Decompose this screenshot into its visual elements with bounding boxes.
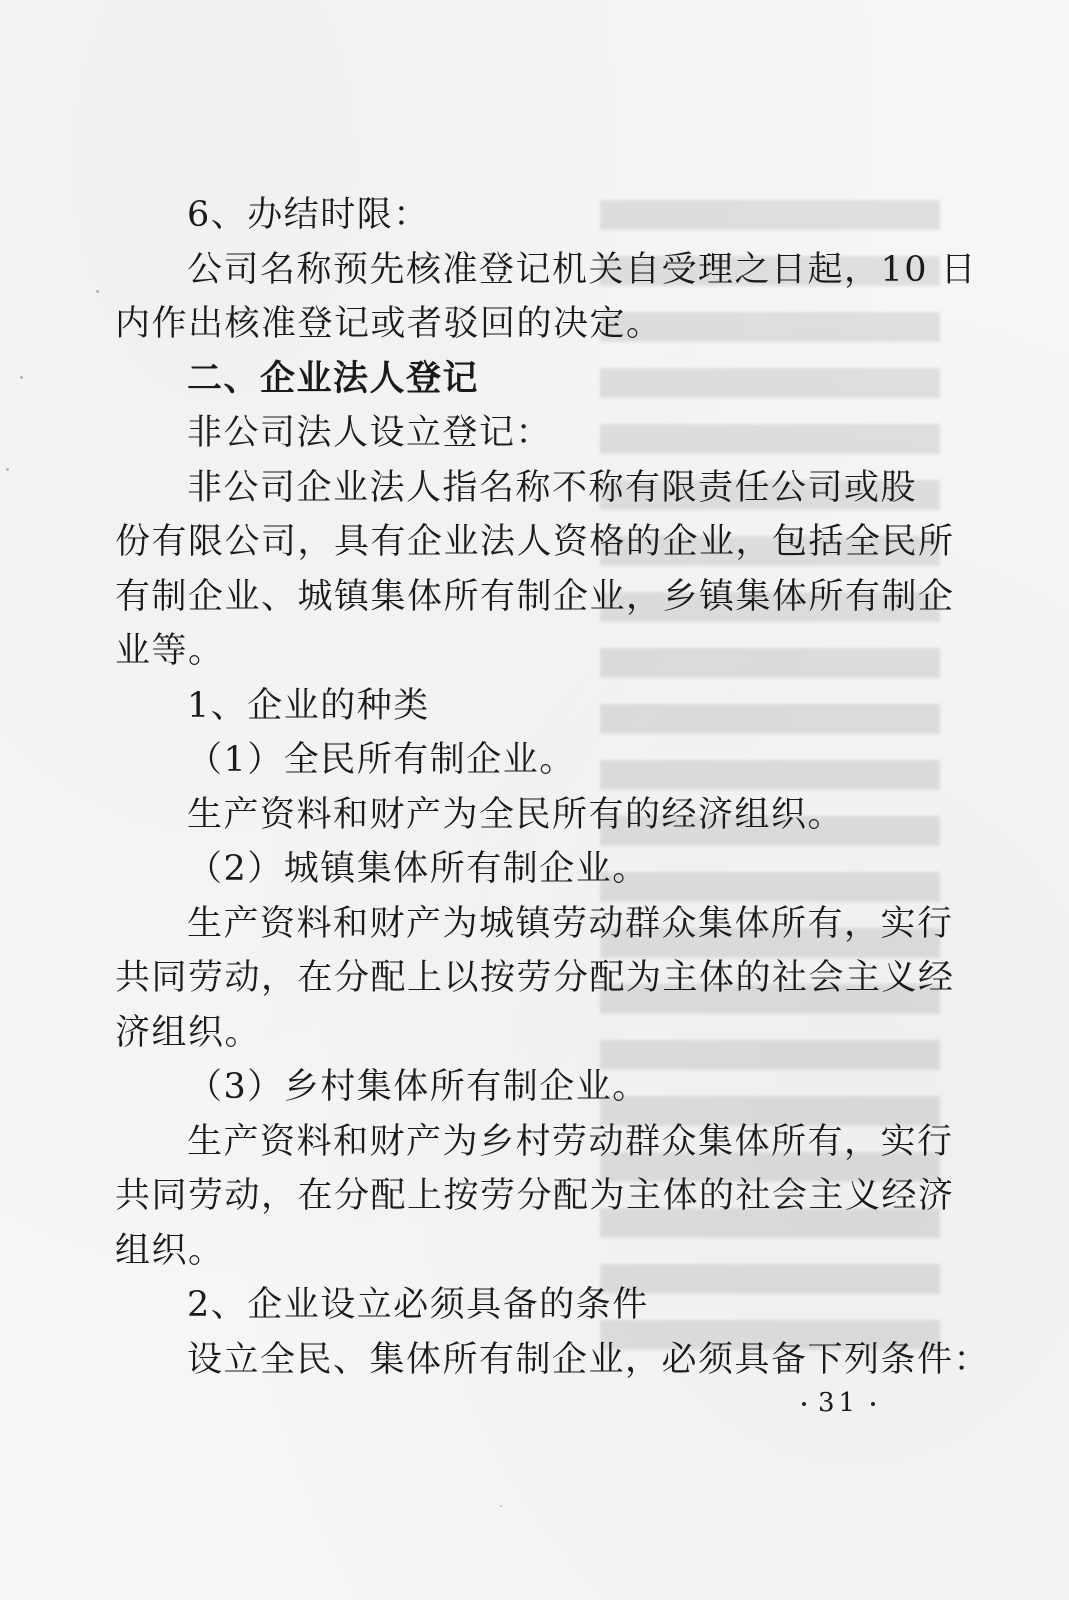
text-line: 份有限公司，具有企业法人资格的企业，包括全民所 [115, 522, 955, 562]
text-line: 有制企业、城镇集体所有制企业，乡镇集体所有制企 [115, 576, 955, 617]
paper-speck [96, 290, 99, 293]
text-line: 公司名称预先核准登记机关自受理之日起，10 日 [187, 249, 978, 290]
text-line: （1）全民所有制企业。 [187, 740, 576, 780]
page-number [790, 1388, 887, 1418]
text-line: 济组织。 [115, 1012, 262, 1053]
paper-speck [500, 1505, 502, 1507]
text-line: 非公司法人设立登记： [187, 413, 553, 453]
text-line: 6、办结时限： [187, 195, 430, 235]
text-line: （3）乡村集体所有制企业。 [187, 1067, 649, 1107]
section-heading: 二、企业法人登记 [187, 357, 480, 399]
paper-speck [6, 468, 9, 471]
text-line: 共同劳动，在分配上按劳分配为主体的社会主义经济 [115, 1176, 955, 1216]
text-line: 共同劳动，在分配上以按劳分配为主体的社会主义经 [115, 958, 955, 998]
text-line: 业等。 [115, 631, 225, 671]
text-line: 生产资料和财产为乡村劳动群众集体所有，实行 [187, 1121, 954, 1162]
body-text [115, 188, 991, 1387]
text-line: （2）城镇集体所有制企业。 [187, 849, 649, 889]
folio-dot-right [871, 1402, 875, 1406]
page-number-value: 31 [818, 1388, 860, 1418]
text-line: 内作出核准登记或者驳回的决定。 [115, 304, 663, 344]
text-line: 生产资料和财产为全民所有的经济组织。 [187, 794, 845, 835]
text-line: 组织。 [115, 1230, 225, 1271]
folio-dot-left [802, 1402, 806, 1406]
text-line: 1、企业的种类 [187, 685, 430, 726]
text-line: 设立全民、集体所有制企业，必须具备下列条件： [187, 1339, 991, 1380]
text-line: 生产资料和财产为城镇劳动群众集体所有，实行 [187, 903, 954, 944]
text-line: 非公司企业法人指名称不称有限责任公司或股 [187, 467, 918, 508]
paper-speck [20, 376, 23, 379]
text-line: 2、企业设立必须具备的条件 [187, 1285, 649, 1325]
